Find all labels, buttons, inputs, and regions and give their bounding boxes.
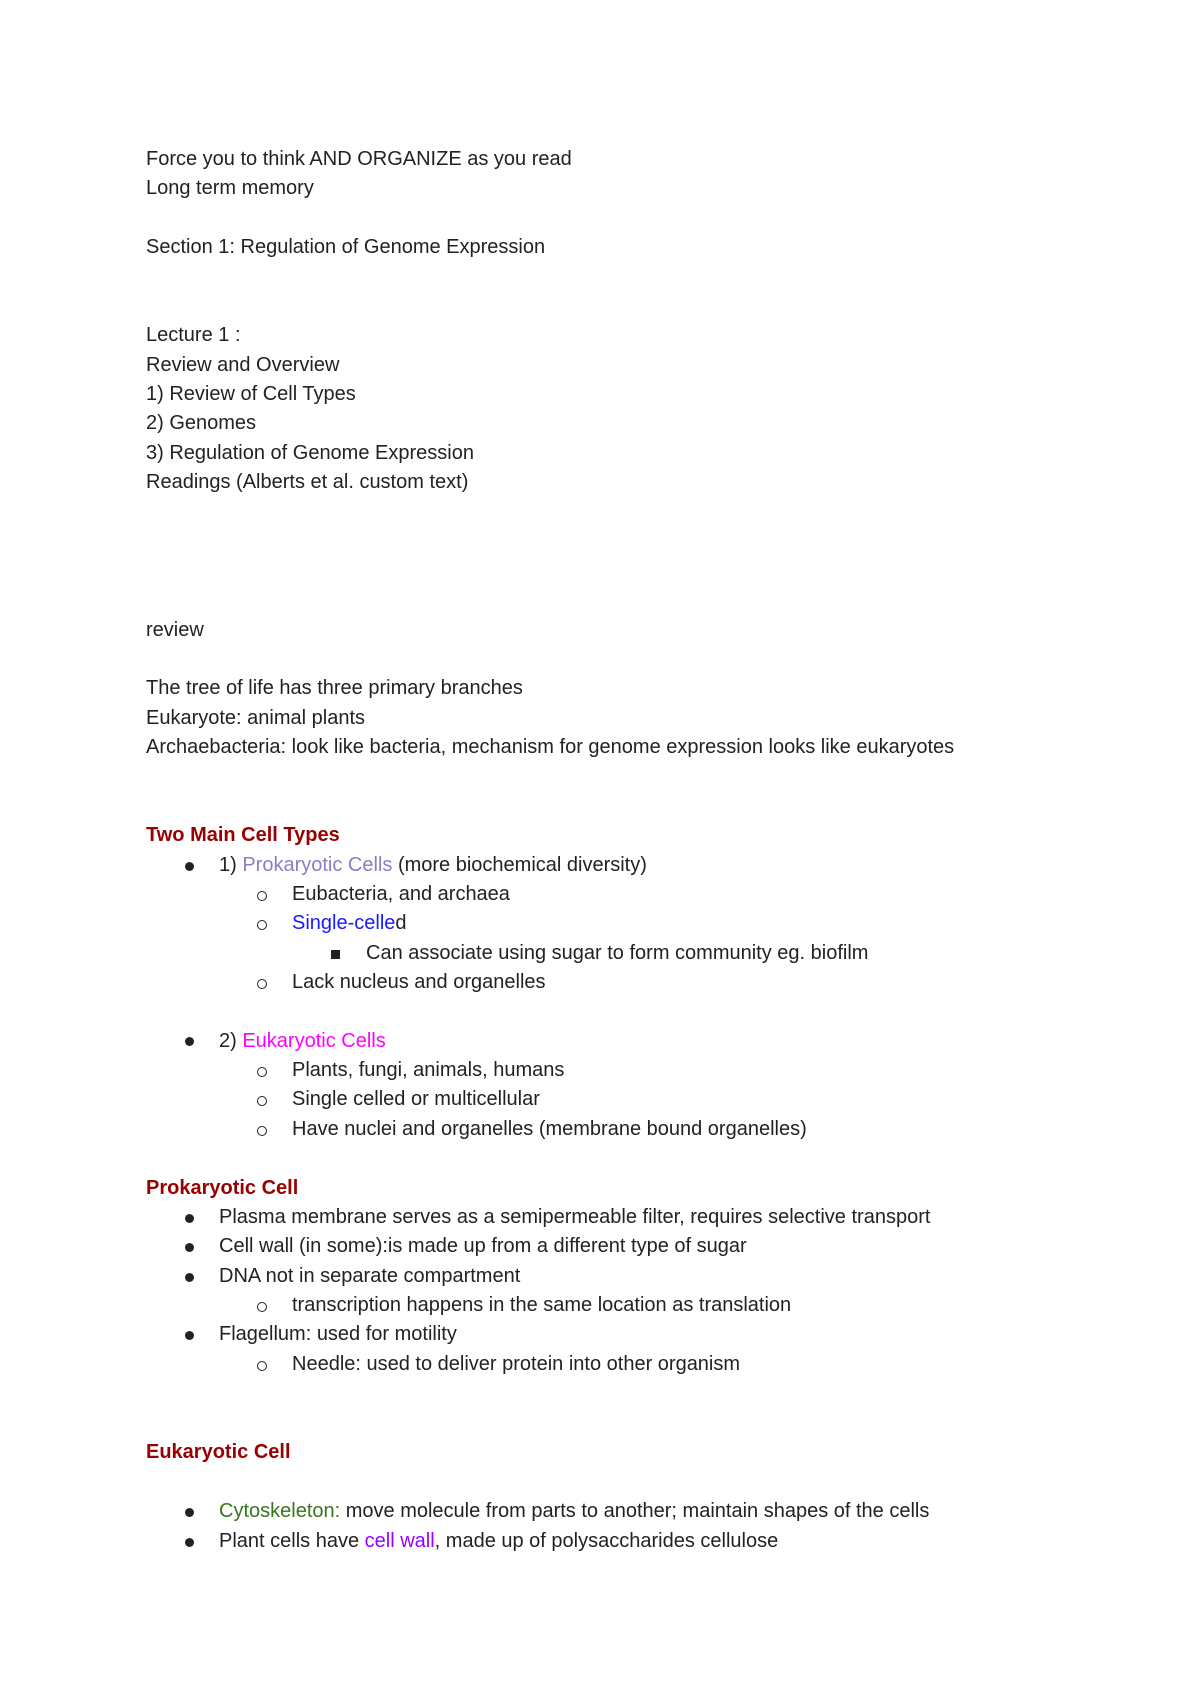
list-item: Have nuclei and organelles (membrane bound organelles) [292, 1118, 807, 1140]
list-item-rest: move molecule from parts to another; maintain shapes of the cells [340, 1500, 930, 1522]
list-item-prokaryotic-cells [219, 853, 647, 877]
bullet-dot-icon [185, 1214, 194, 1223]
bullet-dot-icon [185, 862, 194, 871]
list-item-rest: d [395, 912, 407, 934]
section-title: Section 1: Regulation of Genome Expression [146, 236, 546, 258]
bullet-circle-icon [257, 1067, 267, 1077]
bullet-dot-icon [185, 1037, 194, 1046]
lecture-subtitle: Review and Overview [146, 354, 340, 376]
review-label: review [146, 619, 204, 641]
bullet-circle-icon [257, 1302, 267, 1312]
lecture-item: 3) Regulation of Genome Expression [146, 442, 474, 464]
review-eukaryote: Eukaryote: animal plants [146, 707, 366, 729]
list-item-cell-wall [219, 1529, 778, 1553]
list-item: transcription happens in the same location as translation [292, 1294, 792, 1316]
heading-two-main-cell-types: Two Main Cell Types [146, 824, 340, 846]
list-item: Eubacteria, and archaea [292, 883, 510, 905]
prokaryotic-cells-label: Prokaryotic Cells [242, 854, 393, 876]
lecture-title: Lecture 1 : [146, 324, 241, 346]
bullet-dot-icon [185, 1508, 194, 1517]
bullet-square-icon [331, 950, 340, 959]
cell-wall-label: cell wall [364, 1530, 435, 1552]
bullet-circle-icon [257, 891, 267, 901]
list-item-eukaryotic-cells [219, 1029, 386, 1053]
bullet-circle-icon [257, 1361, 267, 1371]
bullet-circle-icon [257, 920, 267, 930]
list-item: Can associate using sugar to form community eg. biofilm [366, 942, 869, 964]
bullet-circle-icon [257, 1096, 267, 1106]
list-item-prefix: 2) [219, 1030, 243, 1052]
intro-line-1: Force you to think AND ORGANIZE as you read [146, 148, 572, 170]
bullet-dot-icon [185, 1538, 194, 1547]
review-archaea: Archaebacteria: look like bacteria, mechanism for genome expression looks like eukaryotes [146, 736, 955, 758]
list-item-prefix: 1) [219, 854, 243, 876]
lecture-item: 2) Genomes [146, 412, 257, 434]
bullet-circle-icon [257, 1126, 267, 1136]
list-item: Cell wall (in some):is made up from a different type of sugar [219, 1235, 747, 1257]
list-item: Flagellum: used for motility [219, 1323, 457, 1345]
list-item-cytoskeleton [219, 1499, 929, 1523]
bullet-dot-icon [185, 1243, 194, 1252]
lecture-readings: Readings (Alberts et al. custom text) [146, 471, 469, 493]
list-item-rest: , made up of polysaccharides cellulose [434, 1530, 779, 1552]
list-item-prefix: Plant cells have [219, 1530, 365, 1552]
bullet-circle-icon [257, 979, 267, 989]
heading-eukaryotic-cell: Eukaryotic Cell [146, 1441, 291, 1463]
eukaryotic-cells-label: Eukaryotic Cells [242, 1030, 386, 1052]
review-tree: The tree of life has three primary branches [146, 677, 523, 699]
list-item: Lack nucleus and organelles [292, 971, 546, 993]
list-item: Needle: used to deliver protein into other organism [292, 1353, 741, 1375]
list-item: DNA not in separate compartment [219, 1265, 521, 1287]
list-item-single-celled [292, 911, 407, 935]
heading-prokaryotic-cell: Prokaryotic Cell [146, 1177, 299, 1199]
list-item: Plasma membrane serves as a semipermeable filter, requires selective transport [219, 1206, 931, 1228]
intro-line-2: Long term memory [146, 177, 314, 199]
list-item: Plants, fungi, animals, humans [292, 1059, 565, 1081]
cytoskeleton-label: Cytoskeleton: [219, 1500, 341, 1522]
bullet-dot-icon [185, 1273, 194, 1282]
bullet-dot-icon [185, 1331, 194, 1340]
list-item: Single celled or multicellular [292, 1088, 540, 1110]
single-celled-label: Single-celle [292, 912, 396, 934]
lecture-item: 1) Review of Cell Types [146, 383, 356, 405]
list-item-rest: (more biochemical diversity) [392, 854, 647, 876]
